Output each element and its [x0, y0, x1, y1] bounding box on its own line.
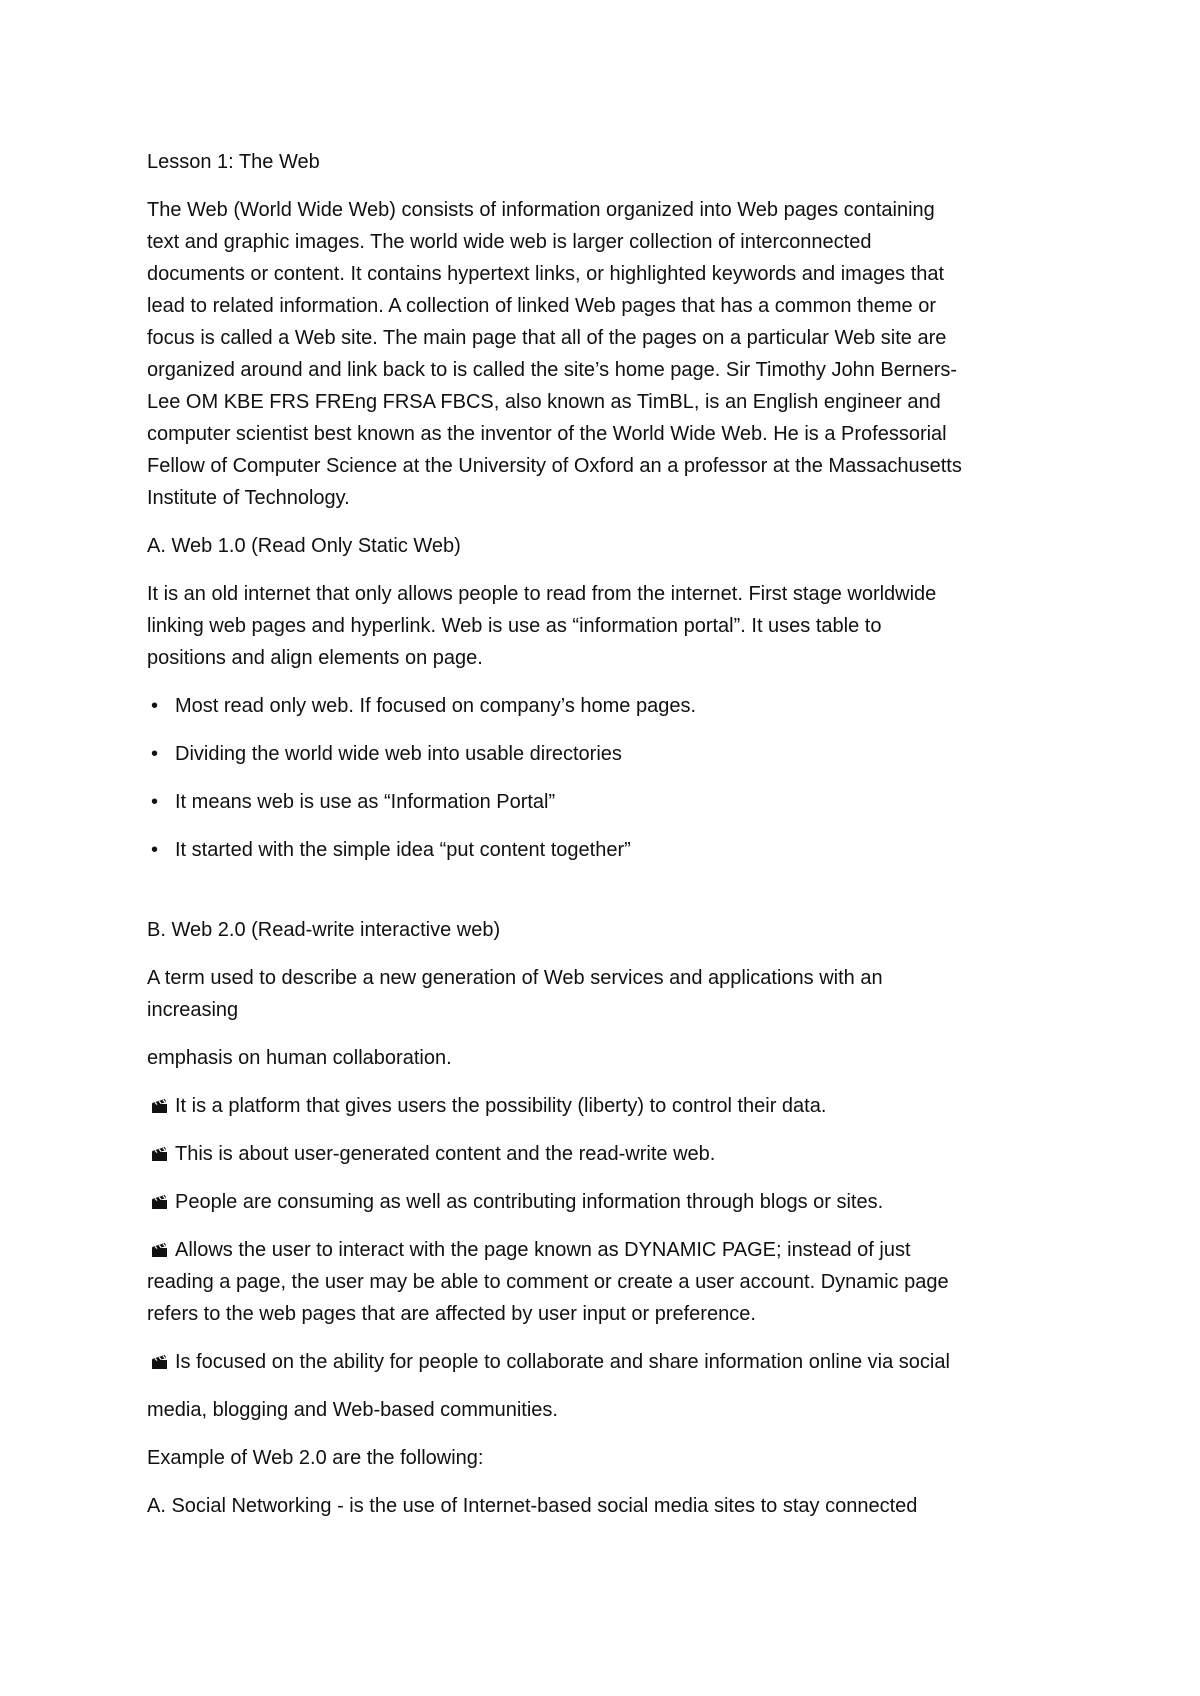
bullet-text: People are consuming as well as contributing information through blogs or sites. [175, 1191, 884, 1213]
text-line: Institute of Technology. [147, 487, 350, 509]
bullet-text: Most read only web. If focused on company’s home pages. [175, 695, 697, 717]
web2-description [147, 962, 1067, 1026]
example-social-networking: A. Social Networking - is the use of Internet-based social media sites to stay connected [147, 1495, 918, 1517]
intro-paragraph [147, 194, 1067, 514]
text-line: refers to the web pages that are affected by user input or preference. [147, 1303, 756, 1325]
web2-bullet-item [147, 1234, 1067, 1330]
text-line: computer scientist best known as the inventor of the World Wide Web. He is a Professorial [147, 423, 947, 445]
text-line: organized around and link back to is called the site’s home page. Sir Timothy John Berners- [147, 359, 958, 381]
bullet-text: This is about user-generated content and the read-write web. [175, 1143, 716, 1165]
web2-heading: B. Web 2.0 (Read-write interactive web) [147, 919, 501, 941]
text-line: increasing [147, 999, 239, 1021]
web2-bullet-item [147, 1138, 1067, 1170]
web2-bullet-continued: media, blogging and Web-based communities. [147, 1399, 558, 1421]
web1-bullet-item [147, 786, 1067, 818]
bullet-dot-icon [151, 690, 175, 722]
bullet-dot-icon [151, 834, 175, 866]
text-line: It is an old internet that only allows people to read from the internet. First stage worldwide [147, 583, 937, 605]
text-line: documents or content. It contains hypertext links, or highlighted keywords and images that [147, 263, 945, 285]
bullet-text: Is focused on the ability for people to collaborate and share information online via social [175, 1351, 950, 1373]
text-line: focus is called a Web site. The main page that all of the pages on a particular Web site are [147, 327, 947, 349]
bullet-text: It is a platform that gives users the possibility (liberty) to control their data. [175, 1095, 827, 1117]
web1-bullet-item [147, 690, 1067, 722]
web2-description-continued: emphasis on human collaboration. [147, 1047, 452, 1069]
web2-bullet-item [147, 1186, 1067, 1218]
text-line: reading a page, the user may be able to comment or create a user account. Dynamic page [147, 1271, 949, 1293]
bullet-text: It started with the simple idea “put content together” [175, 839, 631, 861]
text-line: linking web pages and hyperlink. Web is use as “information portal”. It uses table to [147, 615, 882, 637]
text-line: A term used to describe a new generation of Web services and applications with an [147, 967, 883, 989]
bullet-dot-icon [151, 738, 175, 770]
bullet-text: Allows the user to interact with the page known as DYNAMIC PAGE; instead of just [175, 1239, 911, 1261]
clapperboard-icon [151, 1234, 175, 1266]
text-line: text and graphic images. The world wide web is larger collection of interconnected [147, 231, 872, 253]
text-line: Lee OM KBE FRS FREng FRSA FBCS, also known as TimBL, is an English engineer and [147, 391, 941, 413]
text-line [147, 1234, 1067, 1266]
bullet-text: Dividing the world wide web into usable directories [175, 743, 622, 765]
text-line: Fellow of Computer Science at the University of Oxford an a professor at the Massachusetts [147, 455, 962, 477]
clapperboard-icon [151, 1346, 175, 1378]
web2-bullet-item [147, 1090, 1067, 1122]
web1-description [147, 578, 1067, 674]
web2-bullet-item [147, 1346, 1067, 1378]
web1-bullet-item [147, 738, 1067, 770]
clapperboard-icon [151, 1090, 175, 1122]
clapperboard-icon [151, 1186, 175, 1218]
text-line: positions and align elements on page. [147, 647, 483, 669]
web1-heading: A. Web 1.0 (Read Only Static Web) [147, 535, 461, 557]
bullet-dot-icon [151, 786, 175, 818]
lesson-heading: Lesson 1: The Web [147, 151, 320, 173]
examples-heading: Example of Web 2.0 are the following: [147, 1447, 484, 1469]
web1-bullet-item [147, 834, 1067, 866]
text-line: lead to related information. A collection of linked Web pages that has a common theme or [147, 295, 936, 317]
text-line: The Web (World Wide Web) consists of information organized into Web pages containing [147, 199, 935, 221]
clapperboard-icon [151, 1138, 175, 1170]
bullet-text: It means web is use as “Information Portal” [175, 791, 556, 813]
document-body [147, 146, 1067, 1538]
